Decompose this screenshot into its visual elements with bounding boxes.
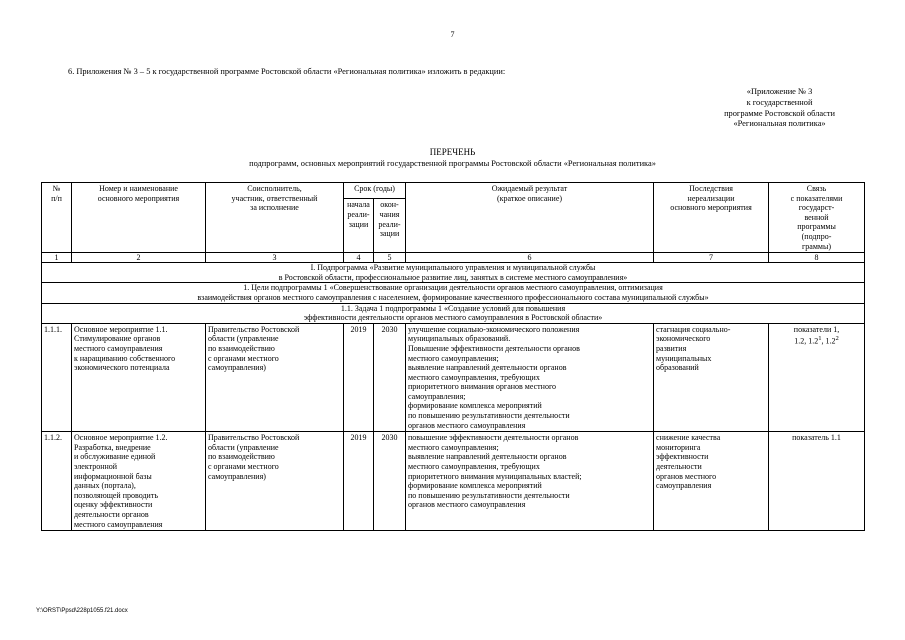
section-row: [42, 283, 865, 303]
row-executor: Правительство Ростовской области (управление по взаимодействию с органами местного самоуправления): [206, 432, 344, 531]
row-link-sup: 2: [835, 335, 839, 343]
row-link: показатель 1.1: [769, 432, 865, 531]
column-number: 6: [406, 253, 654, 263]
row-consequences: стагнация социально- экономического развития муниципальных образований: [654, 323, 769, 432]
table-row: [42, 432, 865, 531]
annex-line: программе Ростовской области: [724, 108, 835, 118]
header-end: окон- чания реали- зации: [374, 199, 406, 253]
column-number: 1: [42, 253, 72, 263]
row-name: Основное мероприятие 1.2. Разработка, внедрение и обслуживание единой электронной информационной базы данных (портала), позволяющей проводить оценку эффективности деятельности органов местного самоуправления: [72, 432, 206, 531]
column-number: 3: [206, 253, 344, 263]
goals-heading: 1. Цели подпрограммы 1 «Совершенствование организации деятельности органов местного самоуправления, оптимизация взаимодействия органов местного самоуправления с населением, формирование качественного профессионального состава муниципальной службы»: [42, 283, 865, 303]
row-link-text: , 1.2: [821, 336, 836, 346]
header-result: Ожидаемый результат (краткое описание): [406, 183, 654, 253]
row-result: улучшение социально-экономического положения муниципальных образований. Повышение эффективности деятельности органов местного самоуправления; выявление направлений деятельности органов местного самоуправления, требующих приоритетного внимания органов местного самоуправления; формирование комплекса мероприятий по повышению результативности деятельности органов местного самоуправления: [406, 323, 654, 432]
header-term: Срок (годы): [344, 183, 406, 199]
document-title: ПЕРЕЧЕНЬ: [429, 147, 476, 157]
annex-heading: [724, 87, 835, 130]
intro-paragraph: 6. Приложения № 3 – 5 к государственной программе Ростовской области «Региональная политика» изложить в редакции:: [68, 67, 506, 76]
row-start-year: 2019: [344, 323, 374, 432]
column-number-row: [42, 253, 865, 263]
section-row: [42, 303, 865, 323]
header-row: [42, 183, 865, 199]
table-row: [42, 323, 865, 432]
subprogram-heading: I. Подпрограмма «Развитие муниципального управления и муниципальной службы в Ростовской области, профессиональное развитие лиц, занятых в системе местного самоуправления»: [42, 263, 865, 283]
header-start: начала реали- зации: [344, 199, 374, 253]
row-number: 1.1.2.: [42, 432, 72, 531]
row-start-year: 2019: [344, 432, 374, 531]
column-number: 8: [769, 253, 865, 263]
column-number: 7: [654, 253, 769, 263]
row-executor: Правительство Ростовской области (управление по взаимодействию с органами местного самоуправления): [206, 323, 344, 432]
annex-line: «Региональная политика»: [733, 119, 826, 129]
row-link-sup: 1: [818, 335, 822, 343]
column-number: 2: [72, 253, 206, 263]
row-result: повышение эффективности деятельности органов местного самоуправления; выявление направлений деятельности органов местного самоуправления, требующих приоритетного внимания муниципальных властей; формирование комплекса мероприятий по повышению результативности деятельности органов местного самоуправления: [406, 432, 654, 531]
row-link: [769, 323, 865, 432]
row-end-year: 2030: [374, 432, 406, 531]
section-row: [42, 263, 865, 283]
programs-table: [41, 182, 865, 531]
header-consequences: Последствия нереализации основного мероприятия: [654, 183, 769, 253]
annex-line: «Приложение № 3: [746, 87, 813, 96]
column-number: 4: [344, 253, 374, 263]
header-name: Номер и наименование основного мероприятия: [72, 183, 206, 253]
row-end-year: 2030: [374, 323, 406, 432]
annex-line: к государственной: [746, 97, 813, 107]
header-executor: Соисполнитель, участник, ответственный за исполнение: [206, 183, 344, 253]
row-number: 1.1.1.: [42, 323, 72, 432]
row-link-text: показатели 1, 1.2, 1.2: [793, 324, 840, 346]
column-number: 5: [374, 253, 406, 263]
row-consequences: снижение качества мониторинга эффективности деятельности органов местного самоуправления: [654, 432, 769, 531]
task-heading: 1.1. Задача 1 подпрограммы 1 «Создание условий для повышения эффективности деятельности органов местного самоуправления в Ростовской области»: [42, 303, 865, 323]
document-subtitle: подпрограмм, основных мероприятий государственной программы Ростовской области «Региональная политика»: [249, 159, 656, 168]
header-num: № п/п: [42, 183, 72, 253]
file-path-footer: Y:\ORST\Ppsd\228p1055.f21.docx: [36, 608, 128, 614]
page-number: 7: [450, 30, 455, 39]
row-name: Основное мероприятие 1.1. Стимулирование органов местного самоуправления к наращиванию собственного экономического потенциала: [72, 323, 206, 432]
header-link: Связь с показателями государст- венной программы (подпро- граммы): [769, 183, 865, 253]
